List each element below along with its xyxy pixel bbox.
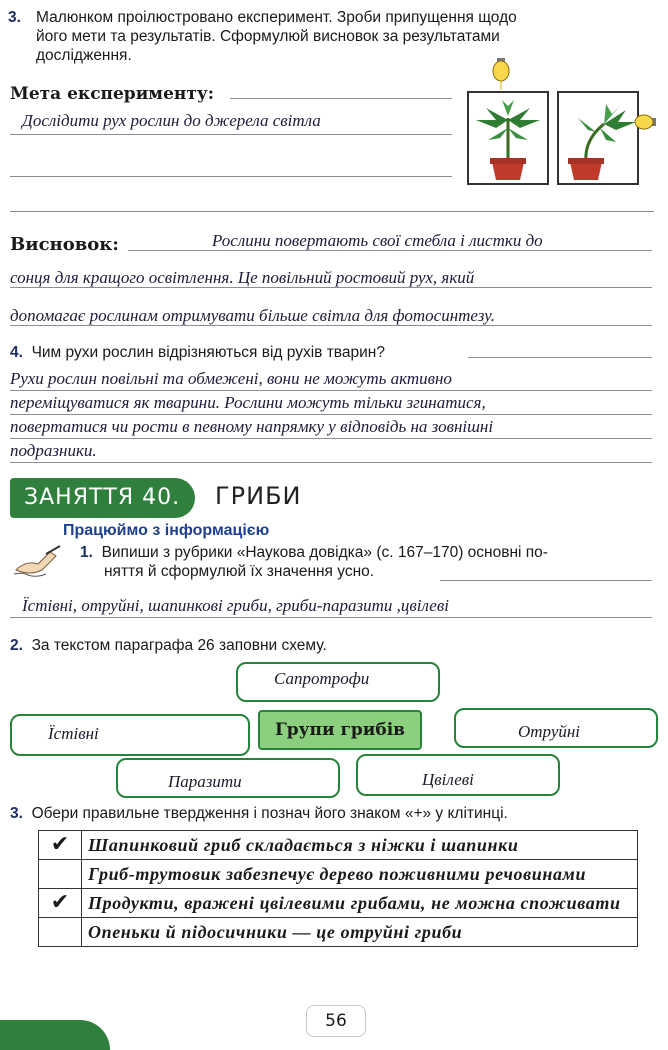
writing-hand-icon — [12, 544, 64, 578]
task3b-question: 3. Обери правильне твердження і познач його знаком «+» у клітинці. — [10, 805, 508, 822]
scheme-label-bottom-left: Паразити — [168, 772, 242, 791]
task3-number: 3. — [8, 9, 21, 26]
statement-row — [39, 860, 638, 889]
statement-text: Гриб-трутовик забезпечує дерево поживними речовинами — [82, 860, 638, 889]
task3-line1: Малюнком проілюстровано експеримент. Зроби припущення щодо — [36, 9, 517, 26]
scheme-center: Групи грибів — [258, 710, 422, 750]
task4-question: 4. Чим рухи рослин відрізняються від рухів тварин? — [10, 344, 385, 361]
bulb-top-icon — [493, 58, 509, 90]
page-corner-decoration — [0, 1020, 110, 1050]
scheme-box-top[interactable] — [236, 662, 440, 702]
statement-checkbox[interactable] — [39, 860, 82, 889]
scheme-label-bottom-right: Цвілеві — [422, 770, 474, 789]
statement-text: Опеньки й підосичники — це отруйні гриби — [82, 918, 638, 947]
statement-text: Продукти, вражені цвілевими грибами, не можна споживати — [82, 889, 638, 918]
statement-row — [39, 918, 638, 947]
experiment-illustration — [466, 58, 656, 188]
task3-question — [36, 8, 656, 65]
statement-text: Шапинковий гриб складається з ніжки і шапинки — [82, 831, 638, 860]
scheme-label-top: Сапротрофи — [274, 669, 370, 688]
scheme-box-left[interactable] — [10, 714, 250, 756]
task1-answer[interactable]: Їстівні, отруйні, шапинкові гриби, гриби-паразити ,цвілеві — [22, 596, 449, 615]
statement-checkbox[interactable]: ✔ — [39, 831, 82, 860]
page-number: 56 — [306, 1005, 366, 1037]
task4-answer-line1: Рухи рослин повільні та обмежені, вони не можуть активно — [10, 369, 452, 388]
conclusion-line3[interactable]: допомагає рослинам отримувати більше світла для фотосинтезу. — [10, 306, 495, 325]
statement-checkbox[interactable]: ✔ — [39, 889, 82, 918]
plant-bent-icon — [568, 104, 636, 180]
conclusion-label: Висновок: — [10, 234, 119, 255]
task2-question: 2. За текстом параграфа 26 заповни схему. — [10, 637, 327, 654]
task3-line3: дослідження. — [36, 47, 132, 64]
statement-row — [39, 831, 638, 860]
goal-answer[interactable]: Дослідити рух рослин до джерела світла — [22, 111, 321, 130]
task3-line2: його мети та результатів. Сформулюй висновок за результатами — [36, 28, 500, 45]
task1-question: 1. Випиши з рубрики «Наукова довідка» (с. 167–170) основні по- няття й сформулюй їх значення усно. — [80, 544, 548, 580]
task4-answer-line3: повертатися чи рости в певному напрямку у відповідь на зовнішні — [10, 417, 494, 436]
lesson-title: ГРИБИ — [215, 482, 302, 510]
bulb-right-icon — [635, 115, 656, 129]
plant-upright-icon — [476, 100, 540, 180]
conclusion-line2[interactable]: сонця для кращого освітлення. Це повільний ростовий рух, який — [10, 268, 475, 287]
task4-answer-line2: переміщуватися як тварини. Рослини можуть тільки згинатися, — [10, 393, 486, 412]
statement-checkbox[interactable] — [39, 918, 82, 947]
section-subheading: Працюймо з інформацією — [63, 522, 270, 539]
scheme-box-bottom-right[interactable] — [356, 754, 560, 796]
lesson-banner: ЗАНЯТТЯ 40. — [10, 478, 195, 518]
scheme-box-bottom-left[interactable] — [116, 758, 340, 798]
task4-answer-line4: подразники. — [10, 441, 97, 460]
goal-label: Мета експерименту: — [10, 84, 215, 104]
conclusion-line1[interactable]: Рослини повертають свої стебла і листки до — [212, 231, 543, 250]
task4-answer[interactable] — [10, 367, 493, 463]
scheme-box-right[interactable] — [454, 708, 658, 748]
scheme-label-right: Отруйні — [518, 722, 581, 741]
scheme-label-left: Їстівні — [48, 724, 99, 743]
statement-row — [39, 889, 638, 918]
statements-table — [38, 830, 638, 947]
